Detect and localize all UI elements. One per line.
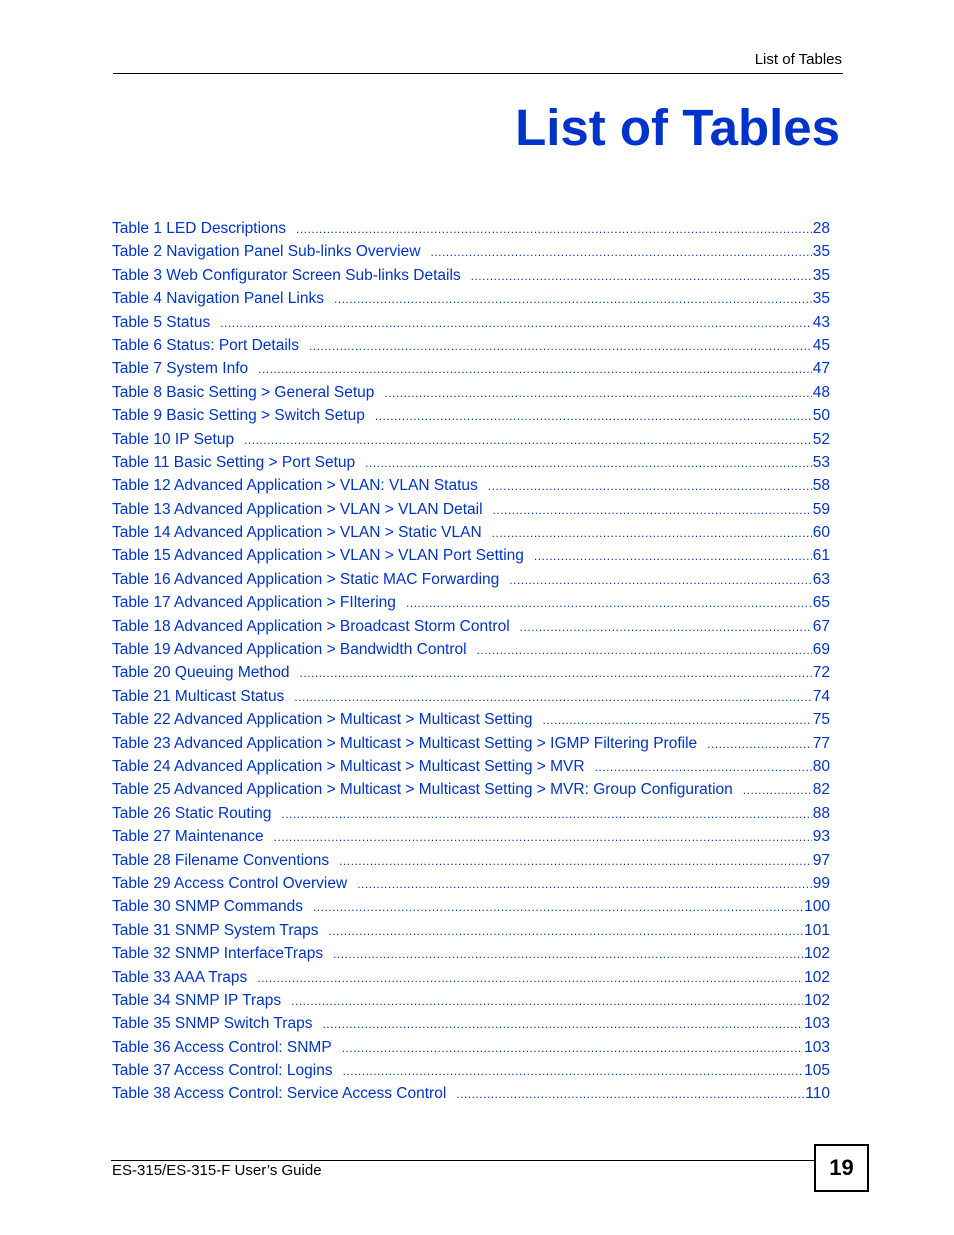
toc-item	[112, 334, 830, 357]
toc-entry-link[interactable]	[112, 849, 830, 872]
dot-leader	[339, 850, 812, 873]
toc-entry-label: Table 4 Navigation Panel Links	[112, 290, 324, 308]
toc-item	[112, 451, 830, 474]
toc-entry-page: 103	[804, 1038, 830, 1056]
toc-entry-link[interactable]	[112, 895, 830, 918]
toc-entry-link[interactable]	[112, 311, 830, 334]
dot-leader	[520, 616, 812, 639]
toc-item	[112, 732, 830, 755]
toc-entry-label: Table 21 Multicast Status	[112, 687, 285, 705]
toc-item	[112, 1059, 830, 1082]
toc-entry-label: Table 17 Advanced Application > FIltering	[112, 594, 396, 612]
dot-leader	[313, 896, 803, 919]
dot-leader	[220, 312, 812, 335]
dot-leader	[471, 265, 812, 288]
toc-entry-label: Table 12 Advanced Application > VLAN: VLAN Status	[112, 477, 478, 495]
toc-item	[112, 498, 830, 521]
toc-entry-link[interactable]	[112, 1059, 830, 1082]
toc-entry-link[interactable]	[112, 357, 830, 380]
toc-item	[112, 895, 830, 918]
toc-entry-page: 69	[812, 641, 830, 659]
toc-entry-label: Table 31 SNMP System Traps	[112, 921, 319, 939]
toc-entry-page: 102	[804, 991, 830, 1009]
page-title: List of Tables	[515, 99, 840, 156]
dot-leader	[488, 475, 812, 498]
dot-leader	[456, 1083, 804, 1106]
toc-entry-link[interactable]	[112, 732, 830, 755]
toc-entry-link[interactable]	[112, 591, 830, 614]
dot-leader	[296, 218, 812, 241]
toc-entry-page: 48	[812, 383, 830, 401]
toc-entry-label: Table 6 Status: Port Details	[112, 336, 299, 354]
toc-entry-page: 80	[812, 757, 830, 775]
toc-entry-label: Table 5 Status	[112, 313, 211, 331]
toc-entry-label: Table 22 Advanced Application > Multicast > Multicast Setting	[112, 711, 533, 729]
toc-item	[112, 264, 830, 287]
toc-entry-link[interactable]	[112, 802, 830, 825]
dot-leader	[333, 943, 803, 966]
toc-entry-page: 103	[804, 1015, 830, 1033]
toc-entry-page: 52	[812, 430, 830, 448]
toc-entry-link[interactable]	[112, 1036, 830, 1059]
toc-entry-label: Table 19 Advanced Application > Bandwidth Control	[112, 641, 467, 659]
dot-leader	[342, 1037, 803, 1060]
toc-item	[112, 638, 830, 661]
dot-leader	[257, 967, 803, 990]
toc-entry-link[interactable]	[112, 825, 830, 848]
toc-item	[112, 474, 830, 497]
dot-leader	[258, 358, 812, 381]
toc-entry-label: Table 29 Access Control Overview	[112, 874, 348, 892]
toc-entry-page: 105	[804, 1062, 830, 1080]
dot-leader	[707, 733, 812, 756]
toc-entry-page: 35	[812, 290, 830, 308]
toc-entry-label: Table 8 Basic Setting > General Setup	[112, 383, 375, 401]
dot-leader	[300, 662, 812, 685]
toc-item	[112, 872, 830, 895]
toc-entry-link[interactable]	[112, 334, 830, 357]
dot-leader	[406, 592, 812, 615]
dot-leader	[384, 382, 811, 405]
toc-entry-label: Table 32 SNMP InterfaceTraps	[112, 945, 324, 963]
toc-item	[112, 802, 830, 825]
toc-entry-label: Table 18 Advanced Application > Broadcast Storm Control	[112, 617, 510, 635]
toc-entry-page: 65	[812, 594, 830, 612]
toc-entry-link[interactable]	[112, 287, 830, 310]
toc-entry-page: 35	[812, 243, 830, 261]
toc-entry-label: Table 24 Advanced Application > Multicast > Multicast Setting > MVR	[112, 757, 585, 775]
toc-entry-label: Table 25 Advanced Application > Multicast > Multicast Setting > MVR: Group Configuration	[112, 781, 733, 799]
toc-item	[112, 825, 830, 848]
dot-leader	[334, 288, 812, 311]
toc-entry-label: Table 13 Advanced Application > VLAN > VLAN Detail	[112, 500, 483, 518]
toc-entry-page: 75	[812, 711, 830, 729]
toc-item	[112, 217, 830, 240]
toc-entry-label: Table 3 Web Configurator Screen Sub-links Details	[112, 266, 461, 284]
toc-item	[112, 544, 830, 567]
running-header: List of Tables	[754, 51, 842, 68]
toc-entry-label: Table 35 SNMP Switch Traps	[112, 1015, 313, 1033]
toc-item	[112, 849, 830, 872]
toc-entry-label: Table 37 Access Control: Logins	[112, 1062, 333, 1080]
toc-entry-label: Table 36 Access Control: SNMP	[112, 1038, 332, 1056]
toc-entry-page: 53	[812, 453, 830, 471]
toc-entry-page: 74	[812, 687, 830, 705]
toc-entry-label: Table 34 SNMP IP Traps	[112, 991, 282, 1009]
toc-item	[112, 357, 830, 380]
toc-item	[112, 615, 830, 638]
toc-entry-page: 45	[812, 336, 830, 354]
toc-entry-label: Table 20 Queuing Method	[112, 664, 290, 682]
toc-item	[112, 942, 830, 965]
toc-entry-page: 93	[812, 828, 830, 846]
toc-entry-label: Table 16 Advanced Application > Static MAC Forwarding	[112, 570, 500, 588]
toc-entry-label: Table 7 System Info	[112, 360, 249, 378]
toc-entry-label: Table 28 Filename Conventions	[112, 851, 330, 869]
toc-entry-link[interactable]	[112, 615, 830, 638]
toc-entry-link[interactable]	[112, 498, 830, 521]
toc-item	[112, 685, 830, 708]
toc-entry-page: 110	[805, 1085, 830, 1103]
toc-entry-page: 97	[812, 851, 830, 869]
toc-entry-page: 102	[804, 968, 830, 986]
dot-leader	[322, 1013, 803, 1036]
toc-item	[112, 1082, 830, 1105]
dot-leader	[430, 241, 811, 264]
table-of-tables	[112, 217, 830, 1106]
toc-entry-page: 82	[812, 781, 830, 799]
toc-entry-link[interactable]	[112, 451, 830, 474]
toc-item	[112, 755, 830, 778]
toc-entry-page: 77	[812, 734, 830, 752]
toc-item	[112, 778, 830, 801]
toc-item	[112, 521, 830, 544]
toc-entry-page: 72	[812, 664, 830, 682]
dot-leader	[542, 709, 811, 732]
header-divider	[113, 73, 843, 74]
toc-entry-link[interactable]	[112, 708, 830, 731]
dot-leader	[328, 920, 803, 943]
dot-leader	[357, 873, 812, 896]
toc-entry-label: Table 11 Basic Setting > Port Setup	[112, 453, 356, 471]
toc-item	[112, 381, 830, 404]
toc-entry-link[interactable]	[112, 474, 830, 497]
toc-entry-link[interactable]	[112, 428, 830, 451]
toc-entry-link[interactable]	[112, 872, 830, 895]
toc-item	[112, 287, 830, 310]
toc-entry-label: Table 2 Navigation Panel Sub-links Overview	[112, 243, 421, 261]
dot-leader	[281, 803, 811, 826]
toc-item	[112, 966, 830, 989]
dot-leader	[493, 499, 812, 522]
toc-item	[112, 404, 830, 427]
dot-leader	[743, 779, 812, 802]
toc-entry-label: Table 27 Maintenance	[112, 828, 264, 846]
dot-leader	[509, 569, 811, 592]
toc-item	[112, 240, 830, 263]
toc-entry-page: 43	[812, 313, 830, 331]
toc-entry-link[interactable]	[112, 942, 830, 965]
toc-item	[112, 428, 830, 451]
toc-entry-link[interactable]	[112, 755, 830, 778]
footer-guide-title: ES-315/ES-315-F User’s Guide	[112, 1162, 322, 1179]
dot-leader	[534, 545, 812, 568]
toc-item	[112, 311, 830, 334]
toc-entry-link[interactable]	[112, 521, 830, 544]
dot-leader	[294, 686, 811, 709]
toc-item	[112, 708, 830, 731]
toc-entry-page: 100	[804, 898, 830, 916]
toc-entry-label: Table 23 Advanced Application > Multicast > Multicast Setting > IGMP Filtering Profile	[112, 734, 698, 752]
toc-entry-label: Table 9 Basic Setting > Switch Setup	[112, 407, 365, 425]
toc-entry-link[interactable]	[112, 404, 830, 427]
toc-item	[112, 568, 830, 591]
toc-entry-label: Table 26 Static Routing	[112, 804, 272, 822]
toc-item	[112, 1036, 830, 1059]
toc-entry-page: 102	[804, 945, 830, 963]
toc-entry-link[interactable]	[112, 217, 830, 240]
toc-entry-link[interactable]	[112, 919, 830, 942]
dot-leader	[343, 1060, 804, 1083]
dot-leader	[365, 452, 812, 475]
toc-entry-label: Table 15 Advanced Application > VLAN > VLAN Port Setting	[112, 547, 524, 565]
dot-leader	[291, 990, 803, 1013]
dot-leader	[477, 639, 812, 662]
toc-entry-page: 88	[812, 804, 830, 822]
toc-item	[112, 1012, 830, 1035]
toc-entry-page: 101	[804, 921, 830, 939]
toc-item	[112, 989, 830, 1012]
toc-entry-link[interactable]	[112, 989, 830, 1012]
toc-entry-link[interactable]	[112, 638, 830, 661]
toc-entry-link[interactable]	[112, 685, 830, 708]
dot-leader	[244, 429, 812, 452]
toc-item	[112, 919, 830, 942]
dot-leader	[375, 405, 812, 428]
toc-entry-link[interactable]	[112, 966, 830, 989]
toc-entry-label: Table 30 SNMP Commands	[112, 898, 303, 916]
toc-entry-link[interactable]	[112, 778, 830, 801]
toc-entry-page: 28	[812, 220, 830, 237]
toc-entry-page: 60	[812, 524, 830, 542]
toc-entry-page: 58	[812, 477, 830, 495]
toc-entry-link[interactable]	[112, 1012, 830, 1035]
toc-entry-label: Table 10 IP Setup	[112, 430, 235, 448]
toc-entry-link[interactable]	[112, 544, 830, 567]
toc-entry-page: 99	[812, 874, 830, 892]
toc-entry-link[interactable]	[112, 240, 830, 263]
toc-entry-page: 59	[812, 500, 830, 518]
toc-entry-label: Table 1 LED Descriptions	[112, 220, 287, 237]
toc-entry-link[interactable]	[112, 568, 830, 591]
toc-entry-page: 67	[812, 617, 830, 635]
toc-entry-label: Table 38 Access Control: Service Access Control	[112, 1085, 447, 1103]
toc-entry-link[interactable]	[112, 264, 830, 287]
toc-entry-link[interactable]	[112, 661, 830, 684]
page-number: 19	[814, 1144, 869, 1192]
toc-entry-link[interactable]	[112, 1082, 830, 1105]
dot-leader	[274, 826, 812, 849]
toc-item	[112, 661, 830, 684]
dot-leader	[309, 335, 812, 358]
toc-entry-page: 47	[812, 360, 830, 378]
dot-leader	[492, 522, 812, 545]
toc-entry-label: Table 14 Advanced Application > VLAN > Static VLAN	[112, 524, 482, 542]
dot-leader	[595, 756, 812, 779]
toc-entry-label: Table 33 AAA Traps	[112, 968, 248, 986]
toc-item	[112, 591, 830, 614]
toc-entry-page: 50	[812, 407, 830, 425]
toc-entry-page: 63	[812, 570, 830, 588]
toc-entry-page: 61	[812, 547, 830, 565]
toc-entry-link[interactable]	[112, 381, 830, 404]
toc-entry-page: 35	[812, 266, 830, 284]
